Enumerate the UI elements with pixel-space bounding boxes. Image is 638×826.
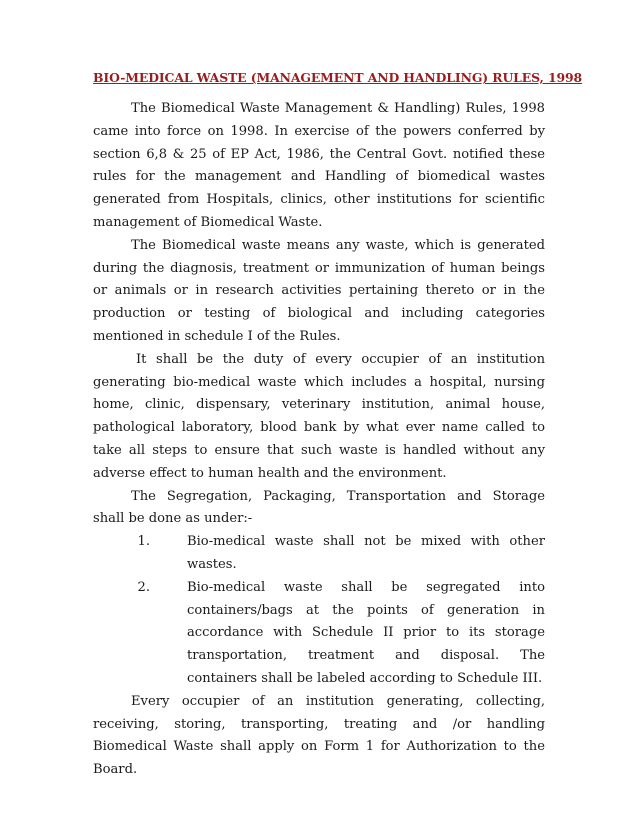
paragraph-segregation-intro: The Segregation, Packaging, Transportation and Storage shall be done as under:- [93, 488, 545, 527]
document-title: BIO-MEDICAL WASTE (MANAGEMENT AND HANDLING) RULES, 1998 [93, 70, 583, 85]
paragraph-occupier-duty: It shall be the duty of every occupier of an institution generating bio-medical waste which includes a hospital, nursing home, clinic, dispensary, veterinary institution, animal house, pathological laboratory, blood bank by what ever name called to take all steps to ensure that such waste is handled without any adverse effect to human health and the environment. [93, 351, 545, 481]
list-item [93, 577, 545, 691]
paragraph-authorization: Every occupier of an institution generating, collecting, receiving, storing, transporting, treating and /or handling Biomedical Waste shall apply on Form 1 for Authorization to the Board. [93, 693, 545, 778]
list-item-number: 2. [137, 579, 150, 595]
list-item-text: Bio-medical waste shall be segregated into containers/bags at the points of generation in accordance with Schedule II prior to its storage transportation, treatment and disposal. The containers shall be labeled according to Schedule III. [187, 579, 545, 686]
list-item [93, 531, 545, 577]
list-item-number: 1. [137, 534, 150, 550]
document-page [93, 70, 583, 782]
list-item-text: Bio-medical waste shall not be mixed with other wastes. [187, 534, 545, 572]
numbered-list [93, 531, 545, 691]
paragraph-rules-intro: The Biomedical Waste Management & Handling) Rules, 1998 came into force on 1998. In exercise of the powers conferred by section 6,8 & 25 of EP Act, 1986, the Central Govt. notified these rules for the management and Handling of biomedical wastes generated from Hospitals, clinics, other institutions for scientific management of Biomedical Waste. [93, 101, 545, 230]
paragraph-definition: The Biomedical waste means any waste, which is generated during the diagnosis, treatment or immunization of human beings or animals or in research activities pertaining thereto or in the production or testing of biological and including categories mentioned in schedule I of the Rules. [93, 237, 545, 344]
